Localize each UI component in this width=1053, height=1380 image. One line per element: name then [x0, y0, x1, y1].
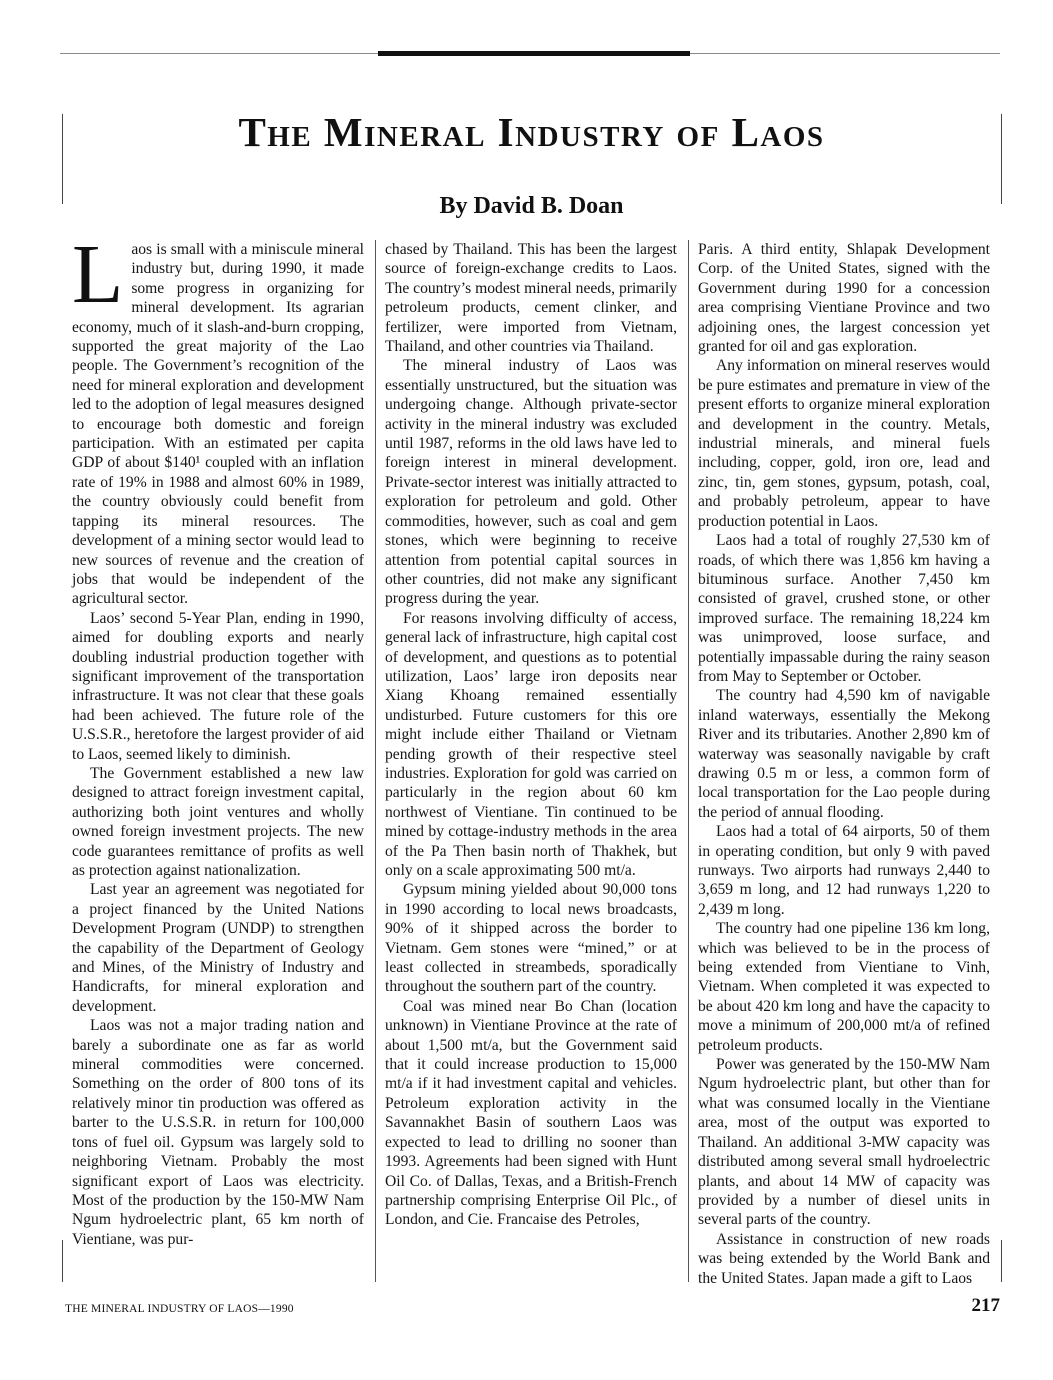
paragraph: aos is small with a miniscule mineral industry but, during 1990, it made some progress in organizing for mineral development. Its agrarian economy, much of it slash-and-burn cropping, supported the great majority of the Lao people. The Government’s recognition of the need for mineral exploration and development led to the adoption of legal measures designed to encourage both domestic and foreign participation. With an estimated per capita GDP of about $140¹ coupled with an inflation rate of 19% in 1988 and almost 60% in 1989, the country obviously could benefit from tapping its mineral resources. The development of a mining sector would lead to new sources of revenue and the creation of jobs that would be independent of the agricultural sector. [72, 241, 364, 608]
paragraph: Coal was mined near Bo Chan (location unknown) in Vientiane Province at the rate of about 1,500 mt/a, but the Government said that it could increase production to 15,000 mt/a if it had investment capital and vehicles. Petroleum exploration activity in the Savannakhet Basin of southern Laos was expected to lead to drilling no sooner than 1993. Agreements had been signed with Hunt Oil Co. of Dallas, Texas, and a British-French partnership comprising Enterprise Oil Plc., of London, and Cie. Francaise des Petroles, [385, 997, 677, 1229]
paragraph: Laos had a total of roughly 27,530 km of roads, of which there was 1,856 km having a bituminous surface. Another 7,450 km consisted of gravel, crushed stone, or other improved surface. The remaining 18,224 km was unimproved, loose surface, and potentially impassable during the rainy season from May to September or October. [698, 532, 990, 685]
column-divider [688, 240, 689, 1282]
paragraph: Paris. A third entity, Shlapak Development Corp. of the United States, signed with the Government during 1990 for a concession area comprising Vientiane Province and two adjoining ones, the largest concession yet granted for oil and gas exploration. [698, 241, 990, 356]
article-title: The Mineral Industry of Laos [238, 109, 825, 155]
paragraph: The country had one pipeline 136 km long, which was believed to be in the process of being extended from Vientiane to Vinh, Vietnam. When completed it was expected to be about 420 km long and have the capacity to move a minimum of 200,000 mt/a of refined petroleum products. [698, 920, 990, 1054]
paragraph: Power was generated by the 150-MW Nam Ngum hydroelectric plant, but other than for what was consumed locally in the Vientiane area, most of the output was exported to Thailand. An additional 3-MW capacity was distributed among several small hydroelectric plants, and about 14 MW of capacity was provided by a number of diesel units in several parts of the country. [698, 1056, 990, 1229]
paragraph: The country had 4,590 km of navigable inland waterways, essentially the Mekong River and its tributaries. Another 2,890 km of waterway was seasonally navigable by craft drawing 0.5 m or less, a common form of local transportation for the Lao people during the period of annual flooding. [698, 687, 990, 821]
running-footer-title: THE MINERAL INDUSTRY OF LAOS—1990 [65, 1303, 294, 1315]
paragraph: The mineral industry of Laos was essentially unstructured, but the situation was undergoing change. Although private-sector activity in the mineral industry was excluded until 1987, reforms in the old laws have led to foreign interest in mineral development. Private-sector interest was initially attracted to exploration for petroleum and gold. Other commodities, however, such as coal and gem stones, which were beginning to receive attention from potential capital sources in other countries, did not make any significant progress during the year. [385, 357, 677, 608]
byline: By David B. Doan [439, 193, 624, 219]
paragraph: Last year an agreement was negotiated for a project financed by the United Nations Development Program (UNDP) to strengthen the capability of the Department of Geology and Mines, of the Ministry of Industry and Handicrafts, for mineral exploration and development. [72, 881, 364, 1015]
paragraph: Laos had a total of 64 airports, 50 of them in operating condition, but only 9 with paved runways. Two airports had runways 2,440 to 3,659 m long, and 12 had runways 1,220 to 2,439 m long. [698, 823, 990, 918]
text-column-3 [698, 240, 990, 1288]
text-column-1 [72, 228, 364, 1249]
paragraph: Laos was not a major trading nation and barely a subordinate one as far as world mineral commodities were concerned. Something on the order of 800 tons of its relatively minor tin production was offered as barter to the U.S.S.R. in return for 100,000 tons of fuel oil. Gypsum was largely sold to neighboring Vietnam. Probably the most significant export of Laos was electricity. Most of the production by the 150-MW Nam Ngum hydroelectric plant, 65 km north of Vientiane, was pur- [72, 1017, 364, 1248]
header-rule-accent [378, 51, 690, 56]
text-column-2 [385, 240, 677, 1230]
paragraph: Gypsum mining yielded about 90,000 tons in 1990 according to local news broadcasts, 90% of it shipped across the border to Vietnam. Gem stones were “mined,” or at least collected in streambeds, sporadically throughout the southern part of the country. [385, 881, 677, 996]
right-border-rule-bottom [1001, 1240, 1002, 1282]
paragraph: The Government established a new law designed to attract foreign investment capital, authorizing both joint ventures and wholly owned foreign investment projects. The new code guarantees remittance of profits as well as protection against nationalization. [72, 764, 364, 879]
left-border-rule-bottom [62, 1240, 63, 1282]
paragraph: Assistance in construction of new roads was being extended by the World Bank and the United States. Japan made a gift to Laos [698, 1230, 990, 1287]
column-divider [375, 240, 376, 1282]
paragraph: chased by Thailand. This has been the largest source of foreign-exchange credits to Laos. The country’s modest mineral needs, primarily petroleum products, cement clinker, and fertilizer, were imported from Vietnam, Thailand, and other countries via Thailand. [385, 241, 677, 356]
page-number: 217 [971, 1295, 1000, 1316]
paragraph: Laos’ second 5-Year Plan, ending in 1990, aimed for doubling exports and nearly doubling industrial production together with significant improvement of the transportation infrastructure. It was not clear that these goals had been achieved. The future role of the U.S.S.R., heretofore the largest provider of aid to Laos, seemed likely to diminish. [72, 609, 364, 763]
drop-cap: L [72, 228, 124, 321]
paragraph: For reasons involving difficulty of access, general lack of infrastructure, high capital cost of development, and questions as to potential utilization, Laos’ large iron deposits near Xiang Khoang remained essentially undisturbed. Future customers for this ore might include either Thailand or Vietnam pending growth of their respective steel industries. Exploration for gold was carried on particularly in the region about 60 km northwest of Vientiane. Tin continued to be mined by cottage-industry methods in the area of the Pa Then basin north of Thakhek, but only on a scale approximating 500 mt/a. [385, 609, 677, 879]
paragraph: Any information on mineral reserves would be pure estimates and premature in view of the present efforts to organize mineral exploration and development in the country. Metals, industrial minerals, and mineral fuels including, copper, gold, iron ore, lead and zinc, tin, gem stones, gypsum, potash, coal, and probably petroleum, appear to have production potential in Laos. [698, 357, 990, 530]
